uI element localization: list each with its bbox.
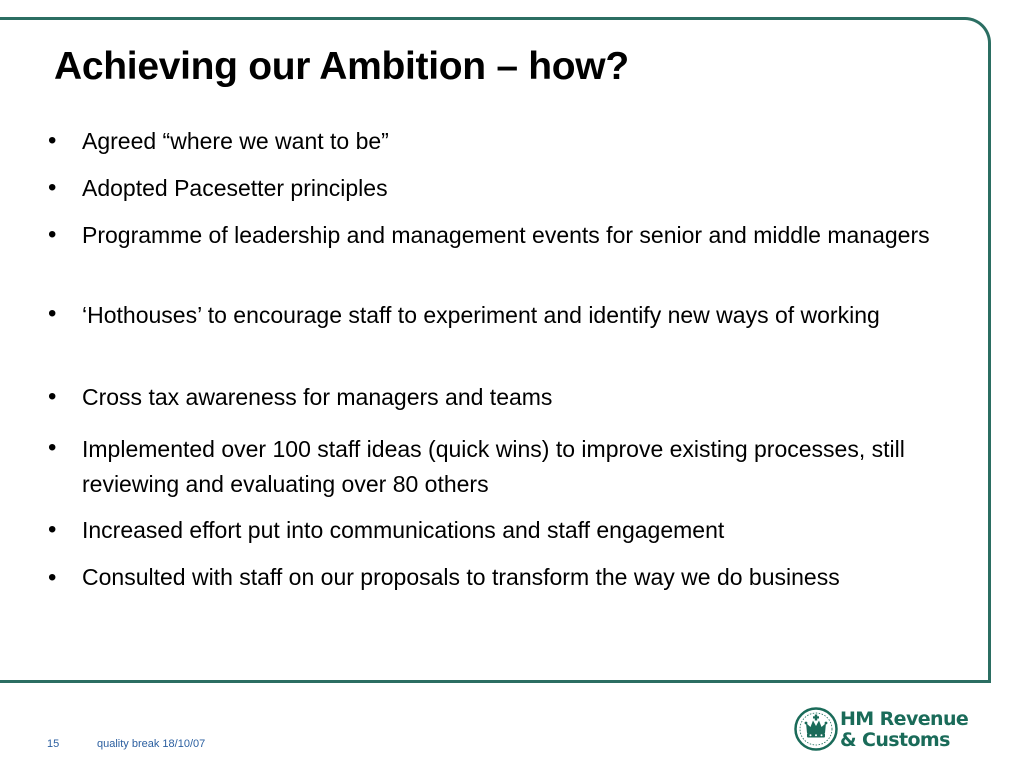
hmrc-logo [793, 706, 973, 756]
bullet-text: Implemented over 100 staff ideas (quick wins) to improve existing processes, still reviewing and evaluating over 80 others [82, 436, 905, 497]
bullet-dot: • [48, 383, 57, 410]
bullet-dot: • [48, 127, 57, 154]
page-number: 15 [47, 738, 60, 750]
bullet-dot: • [48, 564, 57, 591]
slide-title: Achieving our Ambition – how? [54, 45, 629, 88]
bullet-dot: • [48, 434, 57, 461]
logo-line-2: & Customs [840, 729, 950, 751]
footer-note: quality break 18/10/07 [97, 738, 206, 750]
bullet-text: Programme of leadership and management events for senior and middle managers [82, 222, 930, 248]
logo-wordmark [840, 709, 968, 751]
bullet-text: Cross tax awareness for managers and teams [82, 384, 553, 410]
bullet-dot: • [48, 516, 57, 543]
logo-line-1: HM Revenue [840, 708, 969, 730]
bullet-text: Consulted with staff on our proposals to transform the way we do business [82, 564, 840, 590]
bullet-text: Agreed “where we want to be” [82, 128, 389, 154]
bullet-dot: • [48, 174, 57, 201]
bullet-text: ‘Hothouses’ to encourage staff to experiment and identify new ways of working [82, 302, 880, 328]
bullet-dot: • [48, 221, 57, 248]
crown-crest-icon [793, 706, 839, 752]
bullet-text: Adopted Pacesetter principles [82, 175, 388, 201]
bullet-dot: • [48, 300, 57, 327]
bullet-text: Increased effort put into communications and staff engagement [82, 517, 725, 543]
